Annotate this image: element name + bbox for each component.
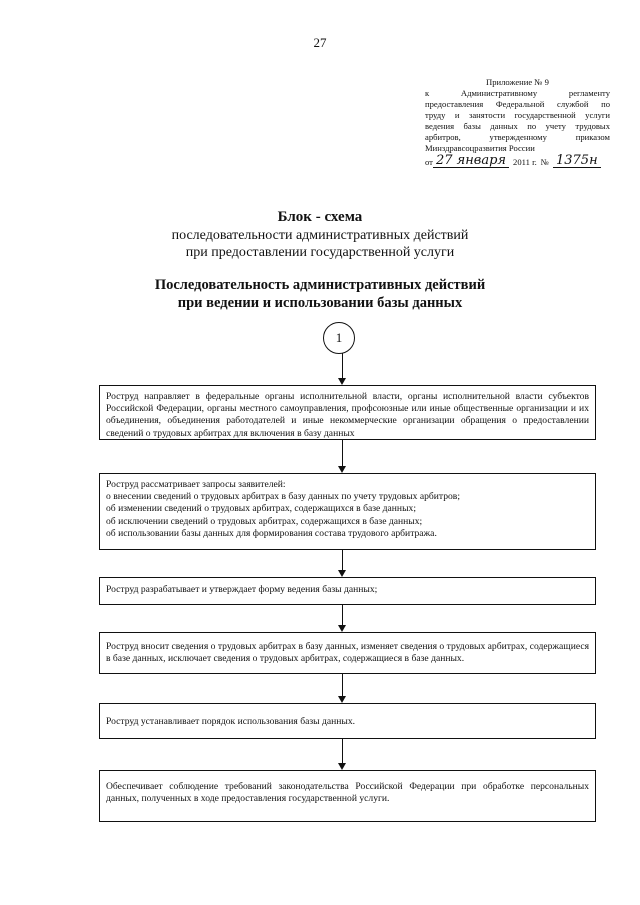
- subtitle-line: последовательности административных действий: [171, 228, 469, 243]
- appendix-line: ведения базы данных по учету трудовых: [425, 121, 610, 131]
- step-text: Роструд устанавливает порядок использования базы данных.: [106, 716, 356, 727]
- subtitle-line: при предоставлении государственной услуги: [185, 245, 455, 260]
- step-text: Роструд разрабатывает и утверждает форму ведения базы данных;: [106, 584, 378, 595]
- step-box-2: [99, 473, 596, 550]
- connector-line: [342, 739, 343, 765]
- section-heading: [0, 276, 640, 312]
- appendix-line: Минздравсоцразвития России: [425, 143, 535, 153]
- connector-line: [342, 674, 343, 698]
- diagram-subtitle: [0, 227, 640, 261]
- step-box-6: [99, 770, 596, 822]
- appendix-block: [425, 77, 610, 168]
- diagram-title: Блок - схема: [277, 209, 363, 225]
- order-date-line: [425, 155, 610, 168]
- appendix-line: к Административному регламенту: [425, 88, 610, 98]
- section-heading-line: при ведении и использовании базы данных: [177, 295, 463, 311]
- arrow-down-icon: [338, 625, 346, 632]
- handwritten-date: 27 января: [433, 155, 509, 168]
- step-box-3: [99, 577, 596, 605]
- appendix-line: труду и занятости государственной услуги: [425, 110, 610, 120]
- arrow-down-icon: [338, 466, 346, 473]
- connector-line: [342, 353, 343, 380]
- step-box-5: [99, 703, 596, 739]
- appendix-line: арбитров, утвержденному приказом: [425, 132, 610, 142]
- start-node: 1: [323, 322, 355, 354]
- connector-line: [342, 605, 343, 627]
- appendix-title: Приложение № 9: [486, 77, 549, 87]
- number-sign: №: [540, 157, 549, 167]
- arrow-down-icon: [338, 570, 346, 577]
- handwritten-order-number: 1375н: [553, 155, 601, 168]
- step-text: Роструд вносит сведения о трудовых арбитрах в базу данных, изменяет сведения о трудовых арбитрах, содержащиеся в базе данных, исключает сведения о трудовых арбитрах, содержащиеся в базе данных.: [106, 641, 589, 665]
- step-text: об использовании базы данных для формирования состава трудового арбитража.: [106, 527, 437, 539]
- step-text: о внесении сведений о трудовых арбитрах в базу данных по учету трудовых арбитров;: [106, 491, 461, 503]
- arrow-down-icon: [338, 378, 346, 385]
- appendix-line: предоставления Федеральной службой по: [425, 99, 610, 109]
- step-box-1: [99, 385, 596, 440]
- step-text: Обеспечивает соблюдение требований законодательства Российской Федерации при обработке персональных данных, полученных в ходе предоставления государственной услуги.: [106, 781, 589, 805]
- connector-line: [342, 440, 343, 468]
- step-text: об изменении сведений о трудовых арбитрах, содержащихся в базе данных;: [106, 503, 416, 515]
- step-text: Роструд направляет в федеральные органы исполнительной власти, органы исполнительной власти субъектов Российской Федерации, органы местного самоуправления, профсоюзные или иные общественные организации и их объединения, объединения работодателей и иные некоммерческие организации обращения о предоставлении сведений о трудовых арбитрах для включения в базу данных: [106, 391, 589, 439]
- step-text: об исключении сведений о трудовых арбитрах, содержащихся в базе данных;: [106, 515, 423, 527]
- step-text: Роструд рассматривает запросы заявителей:: [106, 479, 286, 490]
- page-number: 27: [313, 35, 327, 50]
- connector-line: [342, 550, 343, 572]
- section-heading-line: Последовательность административных действий: [154, 277, 486, 293]
- step-box-4: [99, 632, 596, 674]
- year-text: 2011 г.: [513, 157, 537, 167]
- date-prefix: от: [425, 157, 433, 167]
- arrow-down-icon: [338, 696, 346, 703]
- arrow-down-icon: [338, 763, 346, 770]
